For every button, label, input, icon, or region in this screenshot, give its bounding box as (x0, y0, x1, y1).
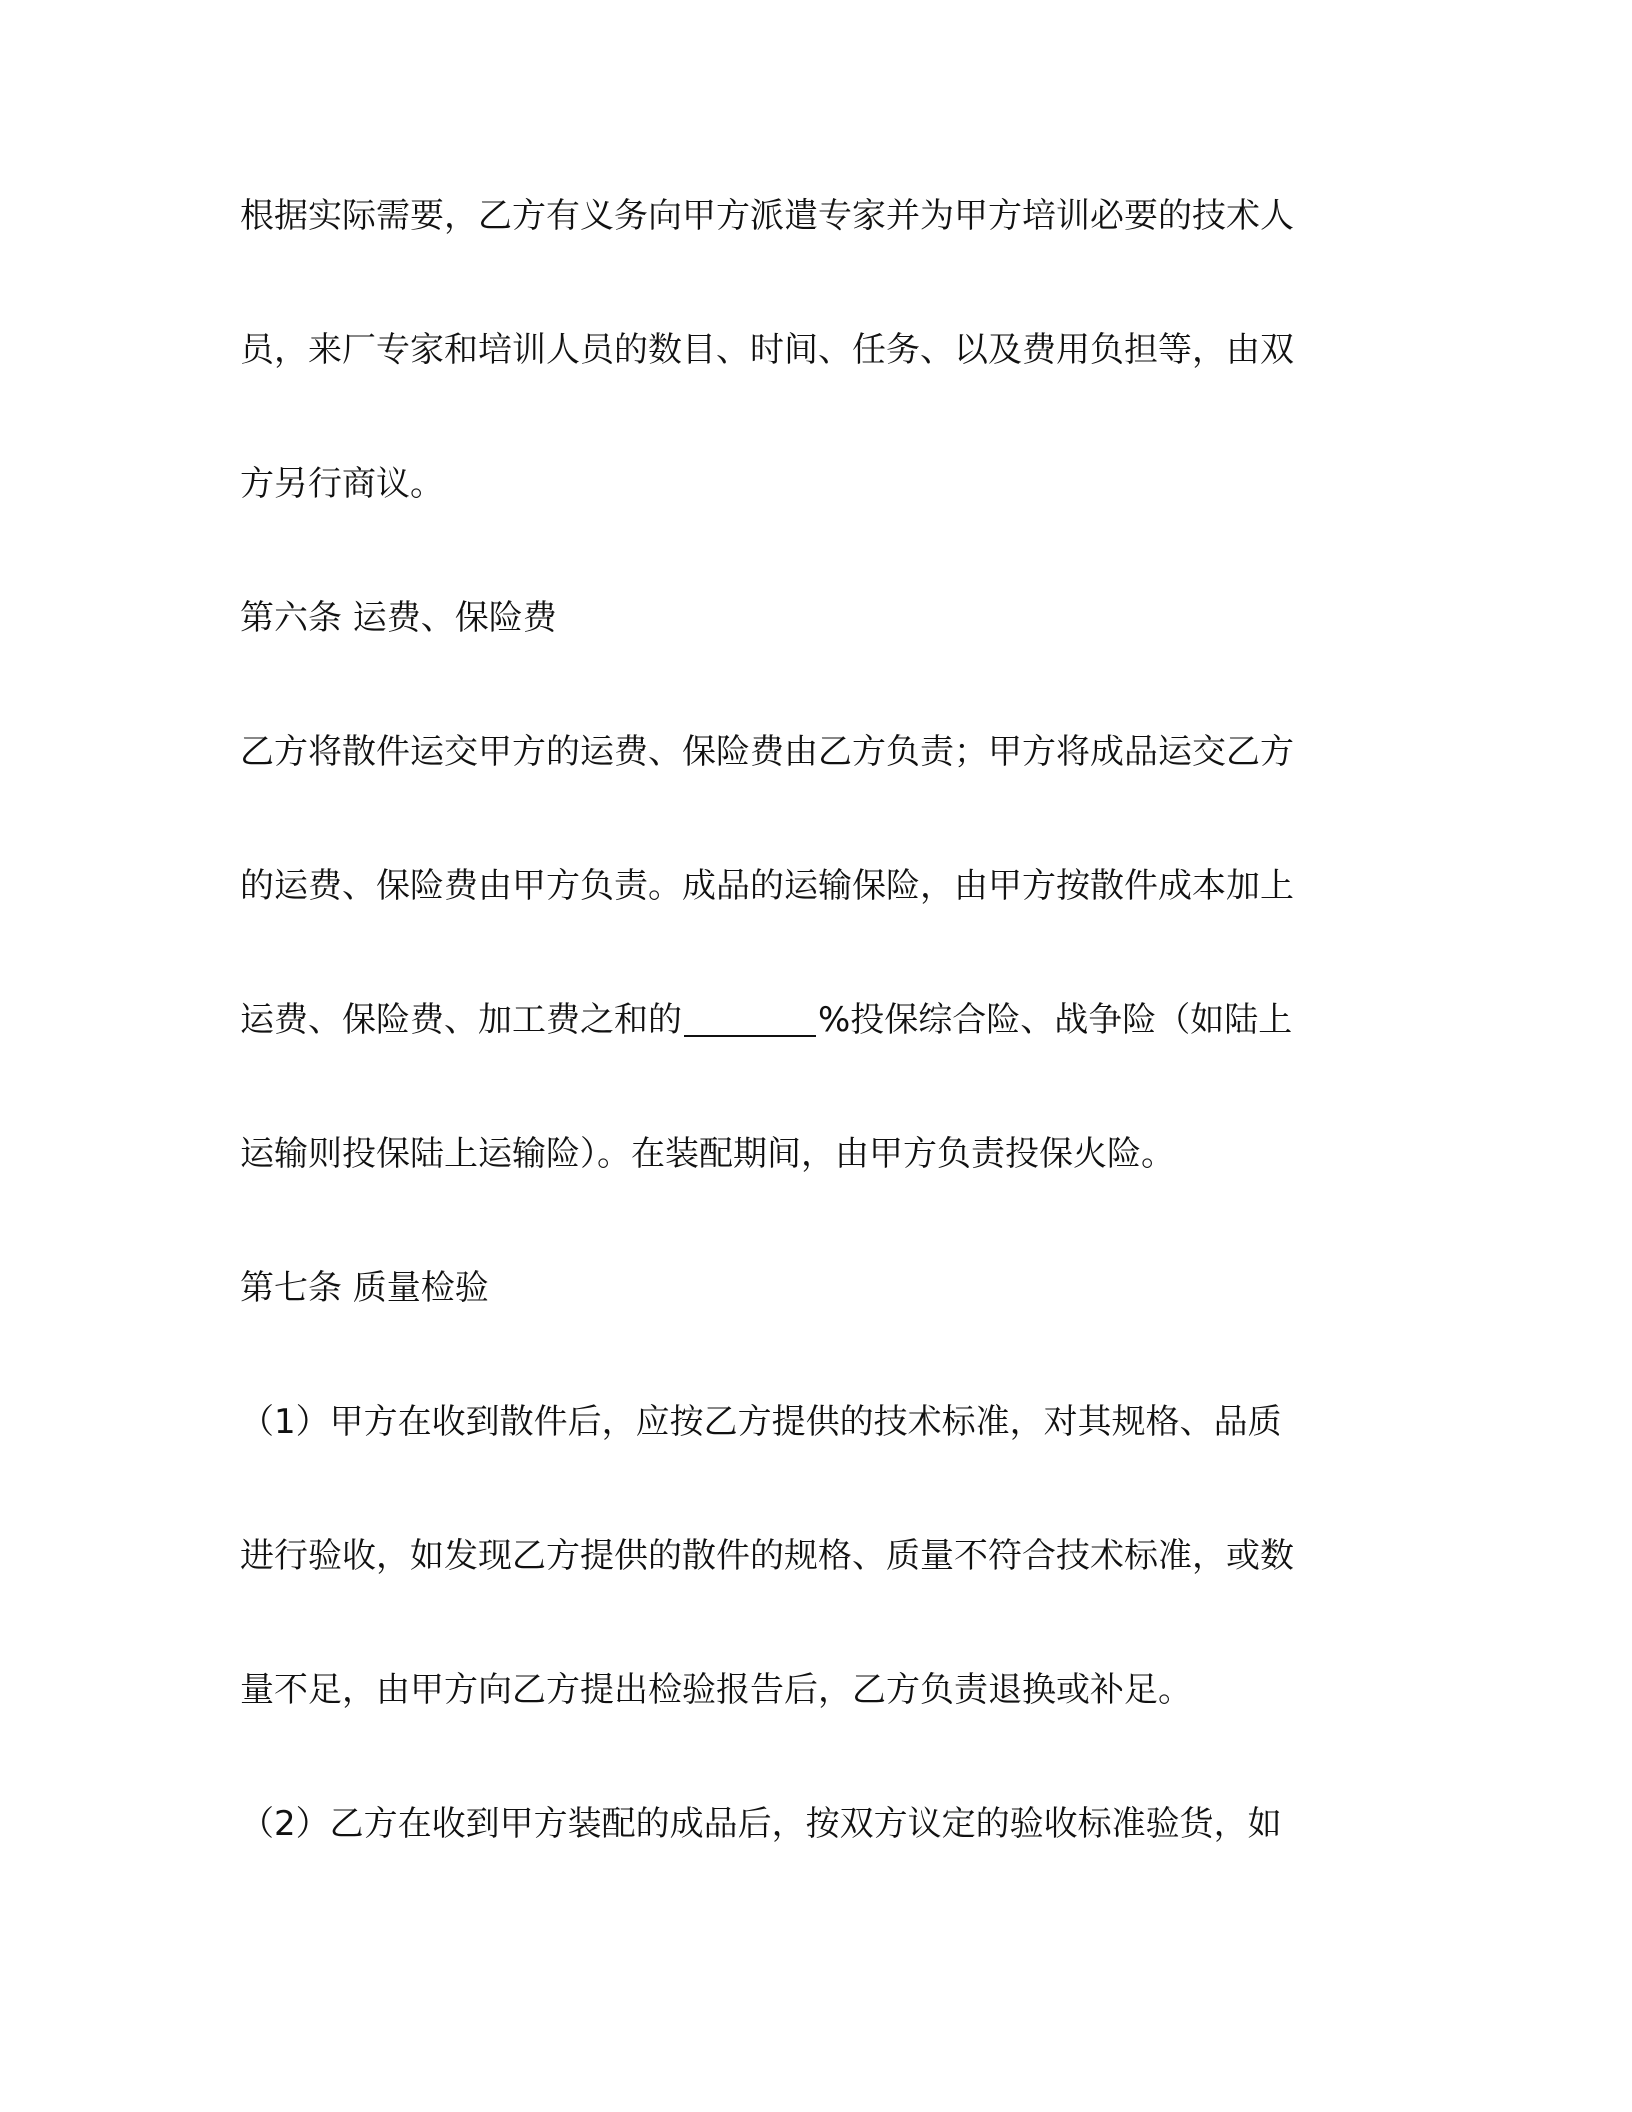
section-heading-article-6: 第六条 运费、保险费 (240, 598, 557, 638)
paragraph-line: 根据实际需要，乙方有义务向甲方派遣专家并为甲方培训必要的技术人 (240, 196, 1294, 236)
paragraph-line: 进行验收，如发现乙方提供的散件的规格、质量不符合技术标准，或数 (240, 1536, 1294, 1576)
line-text-before-blank: 运费、保险费、加工费之和的 (240, 1000, 682, 1040)
paragraph-line: 员，来厂专家和培训人员的数目、时间、任务、以及费用负担等，由双 (240, 330, 1294, 370)
fill-in-blank (684, 1001, 816, 1037)
paragraph-line: 运输则投保陆上运输险）。在装配期间，由甲方负责投保火险。 (240, 1134, 1175, 1174)
section-heading-article-7: 第七条 质量检验 (240, 1268, 489, 1308)
paragraph-line: 量不足，由甲方向乙方提出检验报告后，乙方负责退换或补足。 (240, 1670, 1192, 1710)
paragraph-line: （1）甲方在收到散件后，应按乙方提供的技术标准，对其规格、品质 (240, 1402, 1282, 1442)
paragraph-line: （2）乙方在收到甲方装配的成品后，按双方议定的验收标准验货，如 (240, 1804, 1282, 1844)
line-text-after-blank: %投保综合险、战争险（如陆上 (818, 1000, 1293, 1040)
paragraph-line: 方另行商议。 (240, 464, 444, 504)
paragraph-line-with-blank (240, 1000, 1292, 1040)
paragraph-line: 乙方将散件运交甲方的运费、保险费由乙方负责；甲方将成品运交乙方 (240, 732, 1294, 772)
paragraph-line: 的运费、保险费由甲方负责。成品的运输保险，由甲方按散件成本加上 (240, 866, 1294, 906)
